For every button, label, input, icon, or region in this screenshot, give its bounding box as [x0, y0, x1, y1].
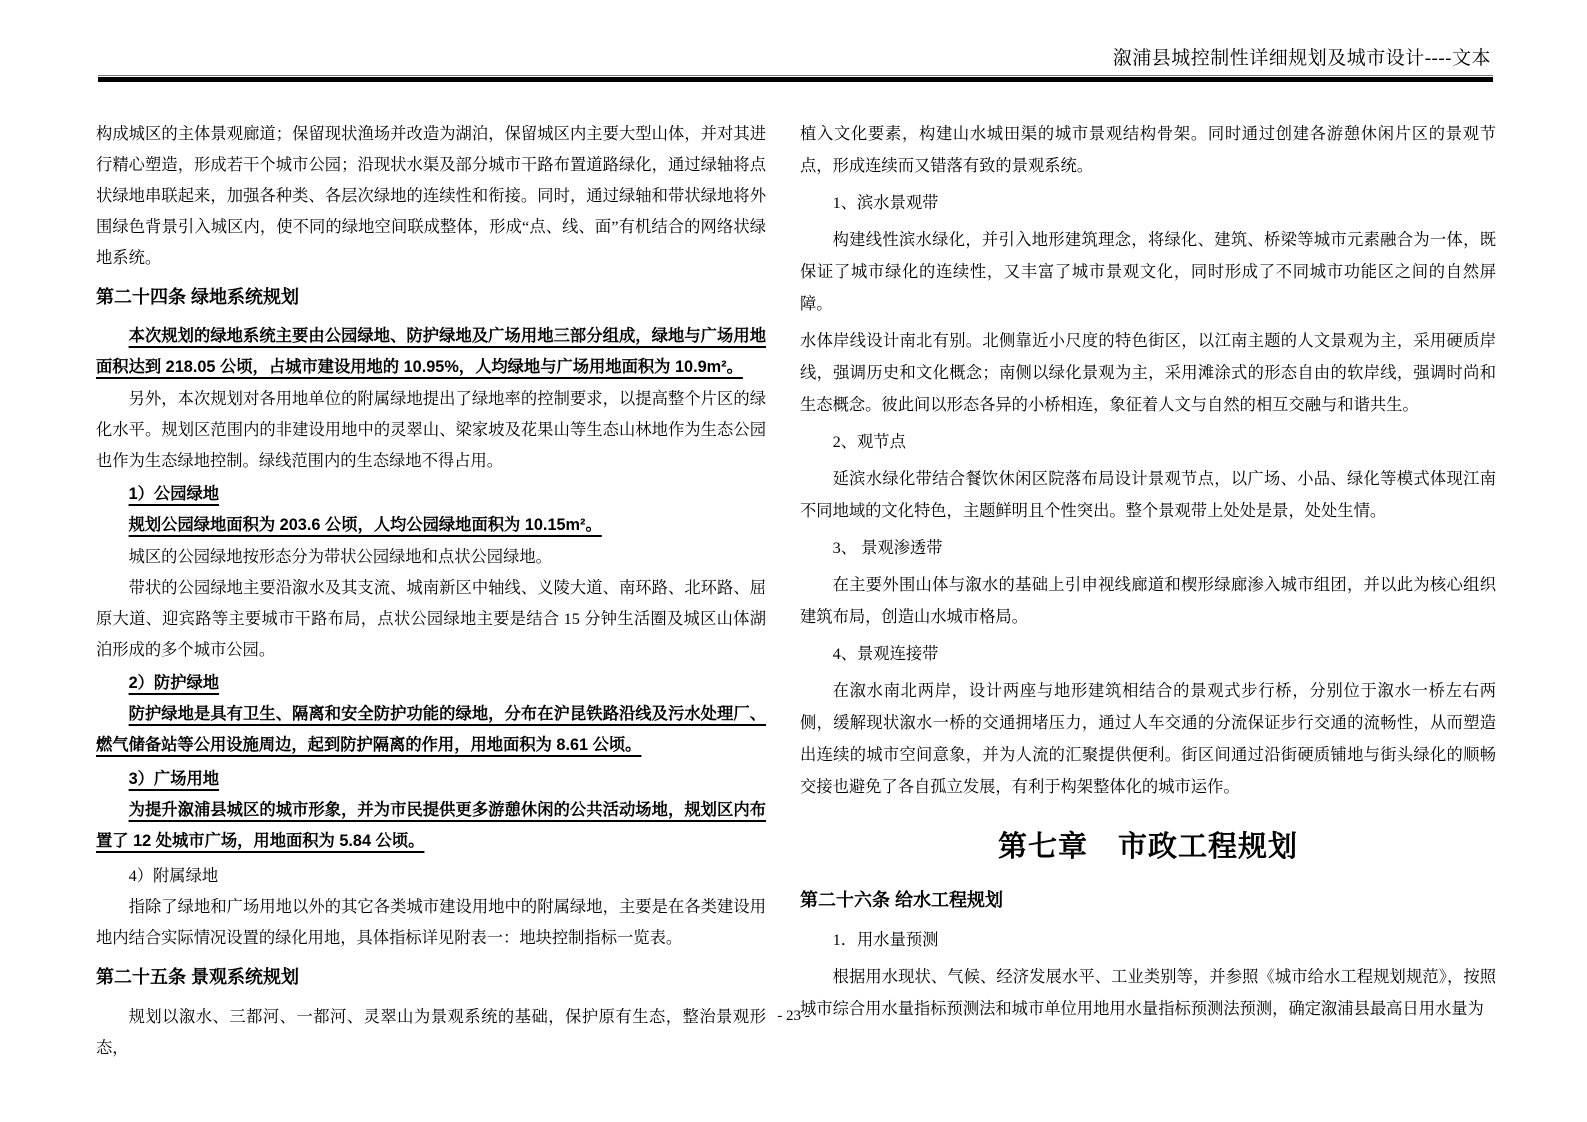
subheading-connection-belt: 4、景观连接带	[832, 644, 939, 663]
left-column	[96, 118, 766, 1063]
paragraph: 植入文化要素，构建山水城田渠的城市景观结构骨架。同时通过创建各游憩休闲片区的景观节点，形成连续而又错落有致的景观系统。	[800, 124, 1496, 175]
page-body	[96, 118, 1496, 1063]
paragraph: 在溆水南北两岸，设计两座与地形建筑相结合的景观式步行桥，分别位于溆水一桥左右两侧，缓解现状溆水一桥的交通拥堵压力，通过人车交通的分流保证步行交通的流畅性，从而塑造出连续的城市空间意象，并为人流的汇聚提供便利。街区间通过沿街硬质铺地与街头绿化的顺畅交接也避免了各自孤立发展，有利于构架整体化的城市运作。	[800, 681, 1496, 796]
subheading-attached-green: 4）附属绿地	[128, 866, 219, 885]
subheading-square-land: 3）广场用地	[128, 770, 220, 788]
header-rule	[98, 75, 1493, 82]
paragraph: 带状的公园绿地主要沿溆水及其支流、城南新区中轴线、义陵大道、南环路、北环路、屈原大道、迎宾路等主要城市干路布局，点状公园绿地主要是结合 15 分钟生活圈及城区山体湖泊形成的多个城市公园。	[96, 578, 766, 659]
page-number: - 23 -	[777, 1008, 810, 1024]
subheading-park-green: 1）公园绿地	[128, 485, 220, 503]
paragraph-emphasis: 为提升溆浦县城区的城市形象，并为市民提供更多游憩休闲的公共活动场地，规划区内布置了 12 处城市广场，用地面积为 5.84 公顷。	[96, 801, 766, 850]
paragraph: 水体岸线设计南北有别。北侧靠近小尺度的特色街区，以江南主题的人文景观为主，采用硬质岸线，强调历史和文化概念；南侧以绿化景观为主，采用滩涂式的形态自由的软岸线，强调时尚和生态概念。彼此间以形态各异的小桥相连，象征着人文与自然的相互交融与和谐共生。	[800, 331, 1496, 414]
paragraph: 构成城区的主体景观廊道；保留现状渔场并改造为湖泊，保留城区内主要大型山体，并对其进行精心塑造，形成若干个城市公园；沿现状水渠及部分城市干路布置道路绿化，通过绿轴将点状绿地串联起来，加强各种类、各层次绿地的连续性和衔接。同时，通过绿轴和带状绿地将外围绿色背景引入城区内，使不同的绿地空间联成整体，形成“点、线、面”有机结合的网络状绿地系统。	[96, 124, 766, 267]
header-title: 溆浦县城控制性详细规划及城市设计----文本	[1112, 48, 1491, 69]
paragraph-emphasis: 本次规划的绿地系统主要由公园绿地、防护绿地及广场用地三部分组成，绿地与广场用地面积达到 218.05 公顷，占城市建设用地的 10.95%，人均绿地与广场用地面积为 10.9m²。	[96, 327, 766, 376]
page-header	[98, 46, 1493, 82]
page-footer	[0, 1008, 1587, 1025]
paragraph: 延滨水绿化带结合餐饮休闲区院落布局设计景观节点，以广场、小品、绿化等模式体现江南不同地域的文化特色，主题鲜明且个性突出。整个景观带上处处是景，处处生情。	[800, 469, 1496, 520]
subheading-waterfront-belt: 1、滨水景观带	[832, 193, 939, 212]
subheading-protective-green: 2）防护绿地	[128, 674, 220, 692]
paragraph: 城区的公园绿地按形态分为带状公园绿地和点状公园绿地。	[128, 547, 552, 566]
paragraph: 另外，本次规划对各用地单位的附属绿地提出了绿地率的控制要求，以提高整个片区的绿化水平。规划区范围内的非建设用地中的灵翠山、梁家坡及花果山等生态山林地作为生态公园也作为生态绿地控制。绿线范围内的生态绿地不得占用。	[96, 389, 766, 470]
paragraph-emphasis: 规划公园绿地面积为 203.6 公顷，人均公园绿地面积为 10.15m²。	[128, 516, 602, 534]
subheading-penetration-belt: 3、 景观渗透带	[832, 538, 943, 557]
paragraph-emphasis: 防护绿地是具有卫生、隔离和安全防护功能的绿地，分布在沪昆铁路沿线及污水处理厂、燃气储备站等公用设施周边，起到防护隔离的作用，用地面积为 8.61 公顷。	[96, 705, 766, 754]
paragraph: 构建线性滨水绿化，并引入地形建筑理念，将绿化、建筑、桥梁等城市元素融合为一体，既保证了城市绿化的连续性，又丰富了城市景观文化，同时形成了不同城市功能区之间的自然屏障。	[800, 230, 1496, 313]
subheading-water-demand: 1．用水量预测	[832, 930, 939, 949]
header-rule-thick	[98, 77, 1493, 82]
article-heading-24: 第二十四条 绿地系统规划	[96, 287, 299, 307]
header-rule-thin	[98, 75, 1493, 76]
right-column	[800, 118, 1496, 1030]
paragraph: 规划以溆水、三都河、一都河、灵翠山为景观系统的基础，保护原有生态，整治景观形态，	[96, 1007, 766, 1057]
article-heading-26: 第二十六条 给水工程规划	[800, 890, 1003, 910]
paragraph: 在主要外围山体与溆水的基础上引申视线廊道和楔形绿廊渗入城市组团，并以此为核心组织建筑布局，创造山水城市格局。	[800, 575, 1496, 626]
article-heading-25: 第二十五条 景观系统规划	[96, 967, 299, 987]
subheading-view-nodes: 2、观节点	[832, 432, 906, 451]
paragraph: 指除了绿地和广场用地以外的其它各类城市建设用地中的附属绿地，主要是在各类建设用地内结合实际情况设置的绿化用地，具体指标详见附表一：地块控制指标一览表。	[96, 897, 766, 947]
paragraph: 根据用水现状、气候、经济发展水平、工业类别等，并参照《城市给水工程规划规范》，按照城市综合用水量指标预测法和城市单位用地用水量指标预测法预测，确定溆浦县最高日用水量为	[800, 967, 1496, 1018]
chapter-heading-7: 第七章 市政工程规划	[997, 831, 1298, 863]
